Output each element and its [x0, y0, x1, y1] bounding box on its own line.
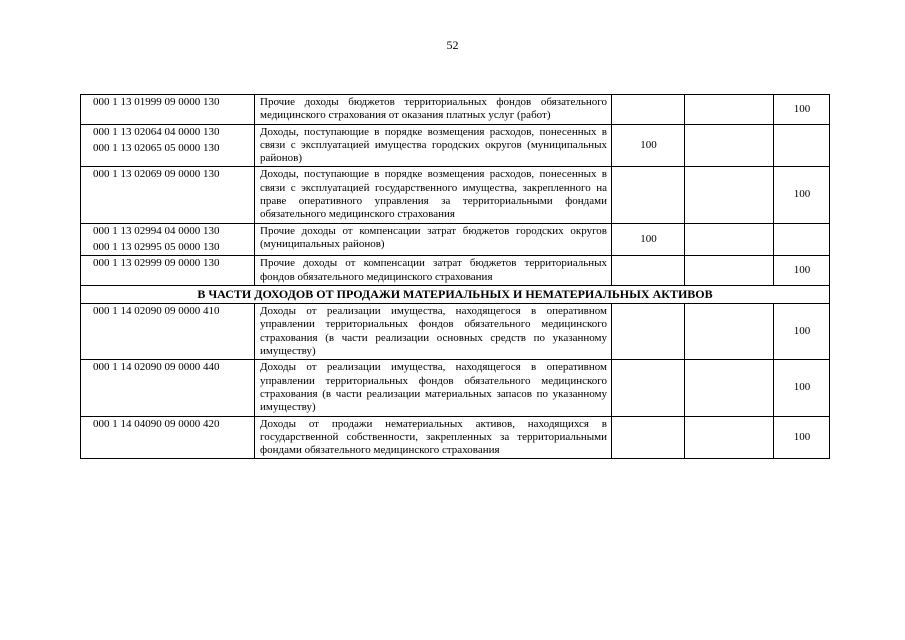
revenue-description: Прочие доходы от компенсации затрат бюджетов городских округов (муниципальных районов)	[255, 223, 612, 256]
percent-col3	[612, 256, 685, 286]
revenue-description: Доходы от продажи нематериальных активов, находящихся в государственной собственности, закрепленных за территориальными фондами обязательного медицинского страхования	[255, 416, 612, 459]
table-row	[81, 360, 830, 416]
percent-col3	[612, 95, 685, 125]
budget-code: 000 1 13 02065 05 0000 130	[93, 141, 220, 154]
budget-code: 000 1 13 01999 09 0000 130	[93, 96, 220, 108]
section-title: В ЧАСТИ ДОХОДОВ ОТ ПРОДАЖИ МАТЕРИАЛЬНЫХ И НЕМАТЕРИАЛЬНЫХ АКТИВОВ	[81, 285, 830, 303]
percent-col3: 100	[612, 223, 685, 256]
page-number: 52	[446, 38, 459, 52]
percent-col5: 100	[774, 360, 830, 416]
percent-col3	[612, 304, 685, 360]
table-row	[81, 416, 830, 459]
budget-code-cell	[81, 223, 255, 256]
table-row	[81, 167, 830, 223]
percent-col5	[774, 223, 830, 256]
revenue-description: Доходы, поступающие в порядке возмещения расходов, понесенных в связи с эксплуатацией государственного имущества, закрепленного на праве оперативного управления за территориальными фондами обязательного медицинского страхования	[255, 167, 612, 223]
percent-col4	[685, 167, 774, 223]
percent-col3	[612, 167, 685, 223]
budget-code-cell	[81, 304, 255, 360]
table-row	[81, 95, 830, 125]
budget-code: 000 1 13 02064 04 0000 130	[93, 125, 220, 138]
percent-col3: 100	[612, 124, 685, 167]
revenue-description: Доходы от реализации имущества, находящегося в оперативном управлении территориальных фондов обязательного медицинского страхования (в части реализации основных средств по указанному имуществу)	[255, 304, 612, 360]
table-row	[81, 124, 830, 167]
percent-col5	[774, 124, 830, 167]
percent-col5: 100	[774, 256, 830, 286]
revenue-description: Доходы от реализации имущества, находящегося в оперативном управлении территориальных фондов обязательного медицинского страхования (в части реализации материальных запасов по указанному имуществу)	[255, 360, 612, 416]
table-row	[81, 304, 830, 360]
budget-code: 000 1 14 02090 09 0000 410	[93, 305, 220, 318]
budget-code: 000 1 14 04090 09 0000 420	[93, 417, 220, 430]
budget-code-cell	[81, 256, 255, 286]
revenue-description: Доходы, поступающие в порядке возмещения расходов, понесенных в связи с эксплуатацией имущества городских округов (муниципальных районов)	[255, 124, 612, 167]
percent-col4	[685, 360, 774, 416]
budget-code-cell	[81, 124, 255, 167]
revenue-description: Прочие доходы от компенсации затрат бюджетов территориальных фондов обязательного медицинского страхования	[255, 256, 612, 286]
section-header-row	[81, 285, 830, 303]
budget-code: 000 1 13 02995 05 0000 130	[93, 240, 220, 253]
percent-col5: 100	[774, 167, 830, 223]
percent-col4	[685, 95, 774, 125]
percent-col4	[685, 416, 774, 459]
budget-code: 000 1 14 02090 09 0000 440	[93, 361, 220, 374]
percent-col5: 100	[774, 416, 830, 459]
percent-col4	[685, 124, 774, 167]
percent-col4	[685, 304, 774, 360]
table-row	[81, 223, 830, 256]
budget-code: 000 1 13 02994 04 0000 130	[93, 224, 220, 237]
budget-code-cell	[81, 167, 255, 223]
percent-col5: 100	[774, 95, 830, 125]
budget-code-cell	[81, 95, 255, 125]
percent-col3	[612, 416, 685, 459]
budget-code-cell	[81, 416, 255, 459]
budget-code: 000 1 13 02069 09 0000 130	[93, 168, 220, 181]
table-row	[81, 256, 830, 286]
table-body	[81, 95, 830, 459]
budget-code-cell	[81, 360, 255, 416]
percent-col5: 100	[774, 304, 830, 360]
revenue-description: Прочие доходы бюджетов территориальных фондов обязательного медицинского страхования от оказания платных услуг (работ)	[255, 95, 612, 125]
percent-col4	[685, 223, 774, 256]
percent-col4	[685, 256, 774, 286]
revenue-distribution-table	[80, 94, 830, 459]
budget-code: 000 1 13 02999 09 0000 130	[93, 257, 220, 270]
percent-col3	[612, 360, 685, 416]
